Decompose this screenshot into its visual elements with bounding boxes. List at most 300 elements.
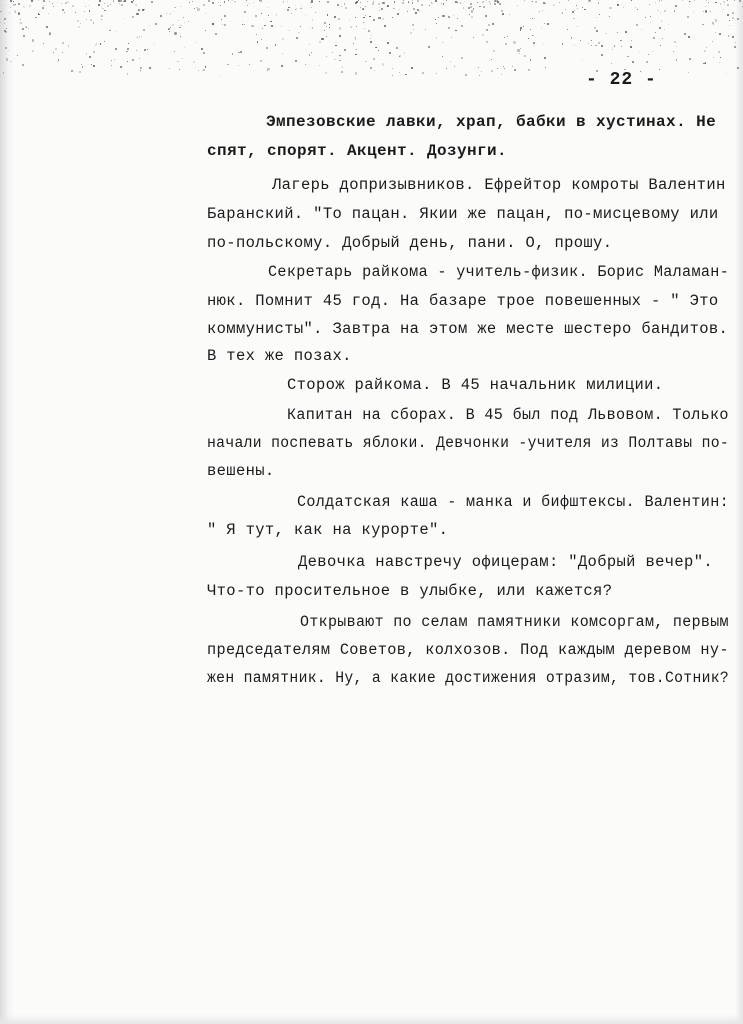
scan-speck [232, 0, 233, 1]
scan-speck [178, 20, 179, 21]
scan-speck [132, 16, 134, 18]
scan-speck [5, 5, 6, 6]
scan-speck [469, 14, 470, 15]
scan-speck [532, 18, 533, 19]
scan-speck [520, 27, 522, 29]
scan-speck [650, 16, 651, 17]
scan-speck [89, 10, 90, 11]
scan-speck [399, 9, 400, 10]
scan-speck [504, 37, 505, 38]
scan-speck [251, 25, 253, 27]
scan-speck [0, 11, 2, 13]
scan-speck [373, 19, 375, 21]
scan-speck [203, 52, 205, 54]
scan-speck [332, 52, 333, 53]
scan-speck [368, 30, 370, 32]
scan-speck [90, 19, 92, 21]
scan-speck [394, 1, 396, 3]
scan-speck [530, 59, 531, 60]
scan-speck [305, 64, 306, 65]
scan-speck [356, 49, 357, 50]
scan-speck [481, 71, 482, 72]
scan-speck [53, 52, 54, 53]
scan-speck [62, 52, 63, 53]
scan-speck [67, 1, 69, 3]
scan-speck [89, 56, 91, 58]
scan-speck [72, 5, 74, 7]
scan-speck [364, 28, 365, 29]
scan-speck [493, 23, 495, 25]
scan-speck [486, 41, 488, 43]
scan-speck [682, 0, 683, 1]
scan-speck [676, 59, 678, 61]
scan-speck [81, 64, 82, 65]
scan-speck [489, 60, 490, 61]
scan-speck [58, 59, 60, 61]
text-line: Сторож райкома. В 45 начальник милиции. [287, 376, 664, 394]
scan-speck [193, 61, 195, 63]
scan-speck [38, 0, 39, 1]
scan-speck [5, 31, 7, 33]
scan-speck [281, 26, 283, 28]
scan-speck [572, 44, 573, 45]
scan-speck [15, 4, 16, 5]
scan-speck [559, 2, 560, 3]
scan-speck [71, 70, 73, 72]
scan-speck [621, 46, 623, 48]
scan-speck [396, 47, 398, 49]
scan-speck [720, 57, 721, 58]
scan-speck [174, 51, 175, 52]
scan-speck [567, 29, 568, 30]
scan-speck [9, 12, 11, 14]
scan-speck [436, 37, 438, 39]
scan-speck [141, 36, 142, 37]
scan-speck [464, 1, 465, 2]
scan-edge-left [0, 0, 14, 1024]
scan-speck [461, 25, 463, 27]
scan-speck [305, 15, 306, 16]
scan-speck [636, 24, 638, 26]
scan-speck [195, 67, 196, 68]
scan-speck [350, 26, 352, 28]
scan-speck [345, 7, 347, 9]
scan-speck [497, 1, 499, 3]
scan-speck [637, 9, 638, 10]
text-line: Капитан на сборах. В 45 был под Львовом. Только [287, 406, 729, 424]
scan-speck [10, 7, 11, 8]
scan-speck [479, 75, 480, 76]
scan-speck [46, 26, 48, 28]
scan-speck [169, 31, 170, 32]
scan-speck [8, 50, 9, 51]
scan-speck [727, 0, 728, 1]
scan-speck [205, 66, 207, 68]
scan-speck [565, 9, 566, 10]
scan-speck [264, 25, 266, 27]
scan-speck [694, 0, 695, 1]
scan-speck [413, 8, 415, 10]
scan-speck [300, 8, 302, 10]
scan-speck [596, 30, 598, 32]
scan-speck [393, 8, 395, 10]
scan-speck [471, 16, 473, 18]
scan-speck [405, 74, 407, 76]
scan-speck [609, 7, 611, 9]
scan-speck [448, 16, 450, 18]
scan-speck [635, 7, 636, 8]
scan-speck [494, 3, 496, 5]
scan-speck [104, 10, 106, 12]
scan-speck [451, 37, 452, 38]
scan-speck [135, 4, 137, 6]
scan-speck [688, 36, 690, 38]
scan-speck [660, 45, 661, 46]
scan-speck [127, 61, 128, 62]
scan-speck [378, 17, 380, 19]
scan-noise-band [0, 0, 743, 80]
scan-speck [123, 18, 124, 19]
scan-speck [675, 5, 677, 7]
scan-speck [543, 43, 545, 45]
scan-speck [379, 17, 381, 19]
scan-speck [151, 1, 153, 3]
scan-speck [295, 5, 296, 6]
scan-speck [23, 6, 25, 8]
scan-speck [335, 45, 336, 46]
scan-speck [75, 12, 76, 13]
scan-speck [471, 10, 473, 12]
scan-speck [55, 48, 57, 50]
scan-speck [499, 3, 501, 5]
scan-speck [417, 0, 419, 2]
scan-speck [291, 13, 292, 14]
scan-speck [596, 17, 597, 18]
scan-speck [704, 50, 706, 52]
scan-speck [287, 9, 289, 11]
scan-speck [315, 12, 316, 13]
scan-speck [32, 50, 34, 52]
scan-speck [84, 11, 85, 12]
scan-speck [78, 26, 80, 28]
scan-speck [260, 0, 262, 2]
scan-speck [729, 25, 730, 26]
scan-speck [483, 6, 485, 8]
scan-speck [321, 38, 323, 40]
scan-speck [228, 0, 229, 1]
scan-speck [355, 38, 357, 40]
scan-speck [664, 10, 666, 12]
scan-speck [649, 4, 651, 6]
scan-speck [517, 5, 518, 6]
scan-speck [238, 65, 239, 66]
scan-speck [734, 0, 735, 1]
scan-speck [574, 45, 576, 47]
scan-speck [705, 11, 707, 13]
text-line: В тех же позах. [207, 347, 352, 365]
scan-speck [703, 63, 704, 64]
scan-speck [183, 17, 184, 18]
scan-speck [139, 58, 141, 60]
scan-speck [149, 25, 150, 26]
scan-speck [653, 37, 655, 39]
scan-speck [6, 58, 8, 60]
page-number: - 22 - [586, 70, 657, 90]
scan-speck [3, 72, 5, 74]
scan-speck [689, 58, 691, 60]
scan-speck [646, 61, 648, 63]
scan-speck [311, 0, 313, 2]
scan-speck [513, 41, 515, 43]
text-line: председателям Советов, колхозов. Под каждым деревом ну- [207, 641, 729, 659]
scan-speck [539, 11, 540, 12]
scan-speck [486, 0, 487, 1]
text-line: Лагерь допризывников. Ефрейтор комроты Валентин [272, 176, 726, 194]
scan-speck [247, 5, 248, 6]
scan-speck [68, 45, 70, 47]
scan-speck [703, 11, 704, 12]
scan-speck [407, 11, 408, 12]
scan-speck [455, 30, 456, 31]
text-line: " Я тут, как на курорте". [207, 521, 449, 539]
scan-speck [562, 43, 563, 44]
scan-speck [144, 49, 146, 51]
scan-speck [528, 69, 530, 71]
scan-speck [133, 0, 134, 1]
scan-speck [309, 54, 311, 56]
scan-speck [154, 44, 155, 45]
scan-speck [4, 23, 5, 24]
scan-speck [545, 67, 546, 68]
scan-speck [661, 0, 662, 1]
scan-speck [727, 4, 729, 6]
scan-speck [470, 3, 472, 5]
scan-speck [360, 2, 361, 3]
scan-speck [520, 48, 522, 50]
scan-speck [62, 9, 64, 11]
scan-speck [309, 44, 310, 45]
scan-speck [370, 67, 372, 69]
scan-speck [473, 37, 474, 38]
scan-speck [598, 2, 599, 3]
scan-speck [441, 3, 442, 4]
scan-edge-bottom [0, 1014, 743, 1024]
scan-speck [62, 42, 64, 44]
scan-speck [413, 29, 414, 30]
scan-speck [609, 16, 611, 18]
scan-speck [632, 61, 634, 63]
scan-speck [453, 15, 454, 16]
scan-speck [382, 2, 384, 4]
scan-speck [140, 67, 142, 69]
scan-speck [325, 72, 327, 74]
scan-speck [18, 13, 20, 15]
scan-speck [195, 42, 196, 43]
scan-speck [270, 21, 272, 23]
scan-speck [95, 44, 97, 46]
scan-speck [399, 56, 400, 57]
scan-speck [737, 67, 739, 69]
scan-speck [486, 29, 488, 31]
scan-speck [387, 5, 389, 7]
scan-speck [353, 43, 354, 44]
scan-speck [544, 57, 546, 59]
scan-speck [512, 66, 513, 67]
scan-speck [362, 8, 364, 10]
scan-speck [582, 60, 583, 61]
scan-speck [664, 29, 665, 30]
scan-speck [88, 5, 89, 6]
scan-speck [477, 2, 478, 3]
scan-speck [617, 32, 618, 33]
scan-speck [591, 40, 592, 41]
scan-speck [442, 56, 443, 57]
scan-speck [98, 4, 100, 6]
scan-speck [344, 3, 346, 5]
scan-speck [339, 35, 341, 37]
scan-speck [339, 60, 341, 62]
scan-speck [208, 0, 210, 2]
scan-speck [13, 1, 14, 2]
scan-speck [85, 6, 86, 7]
scan-speck [514, 69, 516, 71]
scan-speck [412, 0, 413, 1]
scan-speck [111, 60, 112, 61]
scan-speck [668, 24, 669, 25]
scan-speck [49, 1, 50, 2]
scan-speck [298, 32, 299, 33]
scan-speck [326, 26, 327, 27]
scan-speck [473, 8, 474, 9]
scan-speck [392, 17, 393, 18]
scan-speck [301, 6, 302, 7]
scan-speck [341, 6, 342, 7]
text-line: Секретарь райкома - учитель-физик. Борис Маламан- [268, 263, 730, 281]
scan-speck [693, 11, 694, 12]
scan-speck [601, 45, 603, 47]
scan-speck [203, 69, 205, 71]
scan-speck [20, 19, 21, 20]
scan-speck [491, 59, 492, 60]
scan-speck [505, 43, 507, 45]
scan-speck [198, 70, 199, 71]
scan-speck [438, 17, 439, 18]
scan-speck [275, 44, 276, 45]
scan-speck [715, 2, 717, 4]
scan-speck [533, 45, 534, 46]
scan-speck [230, 21, 231, 22]
scan-speck [524, 0, 525, 1]
scan-speck [582, 7, 583, 8]
scan-speck [519, 53, 520, 54]
scan-speck [266, 47, 268, 49]
scan-speck [367, 1, 368, 2]
scan-speck [732, 17, 734, 19]
scan-speck [712, 22, 714, 24]
scan-speck [128, 43, 129, 44]
text-line: вешены. [207, 462, 275, 480]
scan-speck [244, 11, 246, 13]
scan-speck [571, 37, 573, 39]
scan-speck [136, 13, 138, 15]
scan-speck [116, 31, 117, 32]
text-line: по-польскому. Добрый день, пани. О, прошу. [207, 234, 613, 252]
scan-speck [327, 1, 329, 3]
scan-speck [373, 2, 374, 3]
scan-speck [689, 1, 691, 3]
scan-speck [497, 68, 498, 69]
scan-speck [588, 1, 589, 2]
scan-speck [399, 72, 400, 73]
scan-speck [384, 25, 386, 27]
scan-speck [535, 1, 537, 3]
scan-speck [715, 19, 717, 21]
scan-speck [20, 22, 22, 24]
scan-speck [349, 19, 350, 20]
scan-speck [410, 32, 411, 33]
scan-speck [631, 40, 632, 41]
scan-speck [617, 4, 619, 6]
scan-speck [605, 33, 607, 35]
scan-speck [126, 51, 128, 53]
scan-speck [415, 12, 417, 14]
scan-speck [706, 47, 707, 48]
scan-speck [107, 5, 109, 7]
scan-speck [544, 23, 545, 24]
text-line: Солдатская каша - манка и бифштексы. Валентин: [297, 493, 729, 511]
scan-speck [553, 4, 555, 6]
scan-speck [687, 16, 689, 18]
scan-speck [576, 5, 577, 6]
scan-speck [329, 27, 330, 28]
scan-speck [10, 0, 11, 1]
scan-speck [111, 65, 112, 66]
scan-speck [488, 24, 490, 26]
scan-speck [591, 45, 592, 46]
scan-speck [365, 61, 367, 63]
scan-speck [425, 29, 426, 30]
scan-speck [501, 10, 503, 12]
scan-speck [287, 1, 288, 2]
scan-speck [192, 1, 193, 2]
scan-speck [726, 73, 727, 74]
scan-speck [170, 13, 172, 15]
scan-speck [715, 32, 716, 33]
scan-speck [485, 15, 487, 17]
scan-speck [587, 3, 588, 4]
scan-speck [739, 0, 741, 2]
scan-speck [260, 60, 262, 62]
scan-speck [32, 39, 34, 41]
scan-speck [329, 24, 330, 25]
scan-speck [577, 8, 578, 9]
scan-speck [93, 51, 95, 53]
scan-speck [312, 27, 314, 29]
scan-speck [528, 38, 529, 39]
scan-speck [446, 68, 447, 69]
scan-speck [491, 70, 493, 72]
scan-speck [147, 49, 148, 50]
scan-speck [35, 17, 37, 19]
scan-speck [482, 34, 484, 36]
scan-speck [43, 43, 44, 44]
scan-speck [205, 13, 206, 14]
scan-speck [729, 20, 730, 21]
scan-speck [443, 3, 445, 5]
scan-speck [392, 75, 393, 76]
scan-speck [625, 31, 627, 33]
scan-speck [595, 45, 596, 46]
